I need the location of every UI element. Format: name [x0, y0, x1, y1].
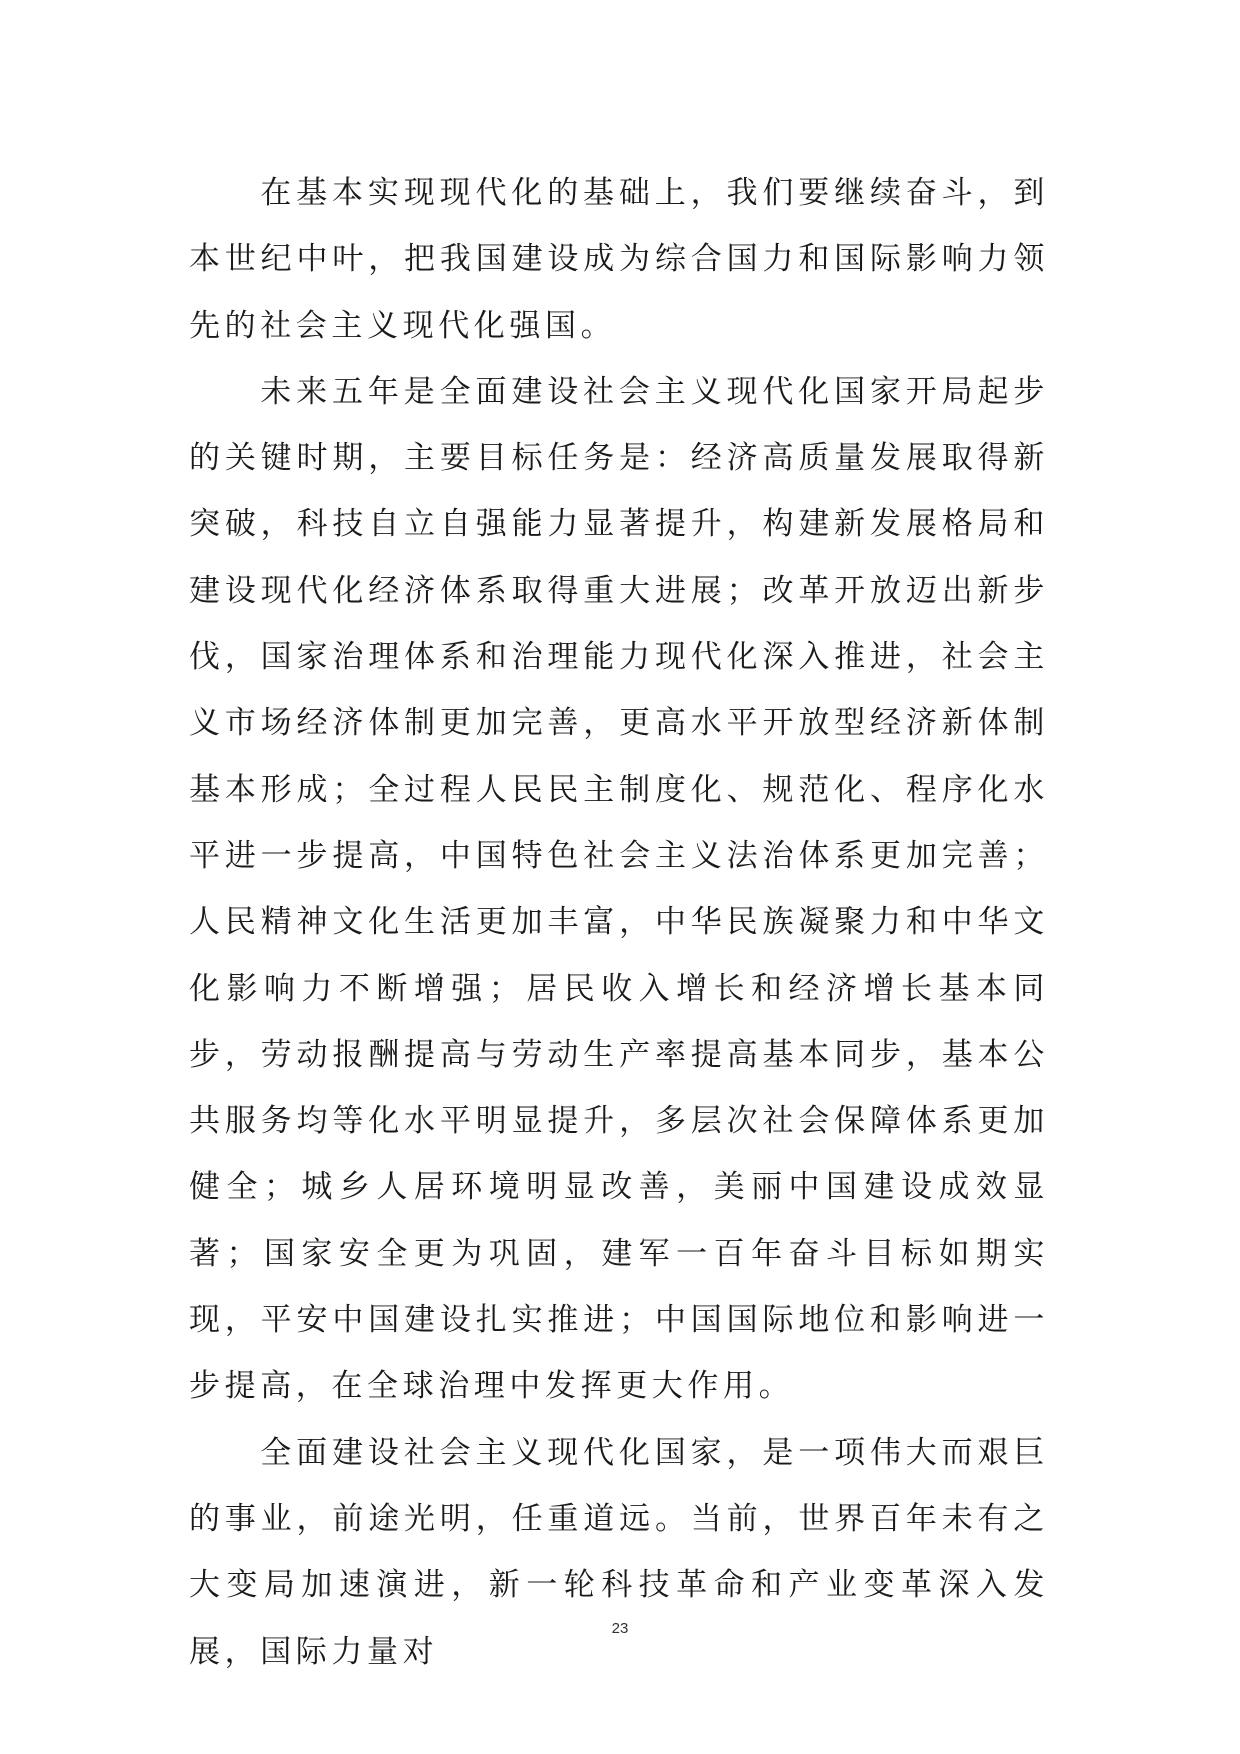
page-number: 23 — [611, 1620, 629, 1637]
paragraph: 在基本实现现代化的基础上，我们要继续奋斗，到本世纪中叶，把我国建设成为综合国力和国际影响力领先的社会主义现代化强国。 — [189, 175, 1049, 344]
body-text — [189, 160, 1049, 1685]
paragraph: 全面建设社会主义现代化国家，是一项伟大而艰巨的事业，前途光明，任重道远。当前，世界百年未有之大变局加速演进，新一轮科技革命和产业变革深入发展，国际力量对 — [189, 1434, 1049, 1670]
paragraph: 未来五年是全面建设社会主义现代化国家开局起步的关键时期，主要目标任务是：经济高质量发展取得新突破，科技自立自强能力显著提升，构建新发展格局和建设现代化经济体系取得重大进展；改革开放迈出新步伐，国家治理体系和治理能力现代化深入推进，社会主义市场经济体制更加完善，更高水平开放型经济新体制基本形成；全过程人民民主制度化、规范化、程序化水平进一步提高，中国特色社会主义法治体系更加完善；人民精神文化生活更加丰富，中华民族凝聚力和中华文化影响力不断增强；居民收入增长和经济增长基本同步，劳动报酬提高与劳动生产率提高基本同步，基本公共服务均等化水平明显提升，多层次社会保障体系更加健全；城乡人居环境明显改善，美丽中国建设成效显著；国家安全更为巩固，建军一百年奋斗目标如期实现，平安中国建设扎实推进；中国国际地位和影响进一步提高，在全球治理中发挥更大作用。 — [189, 373, 1049, 1405]
